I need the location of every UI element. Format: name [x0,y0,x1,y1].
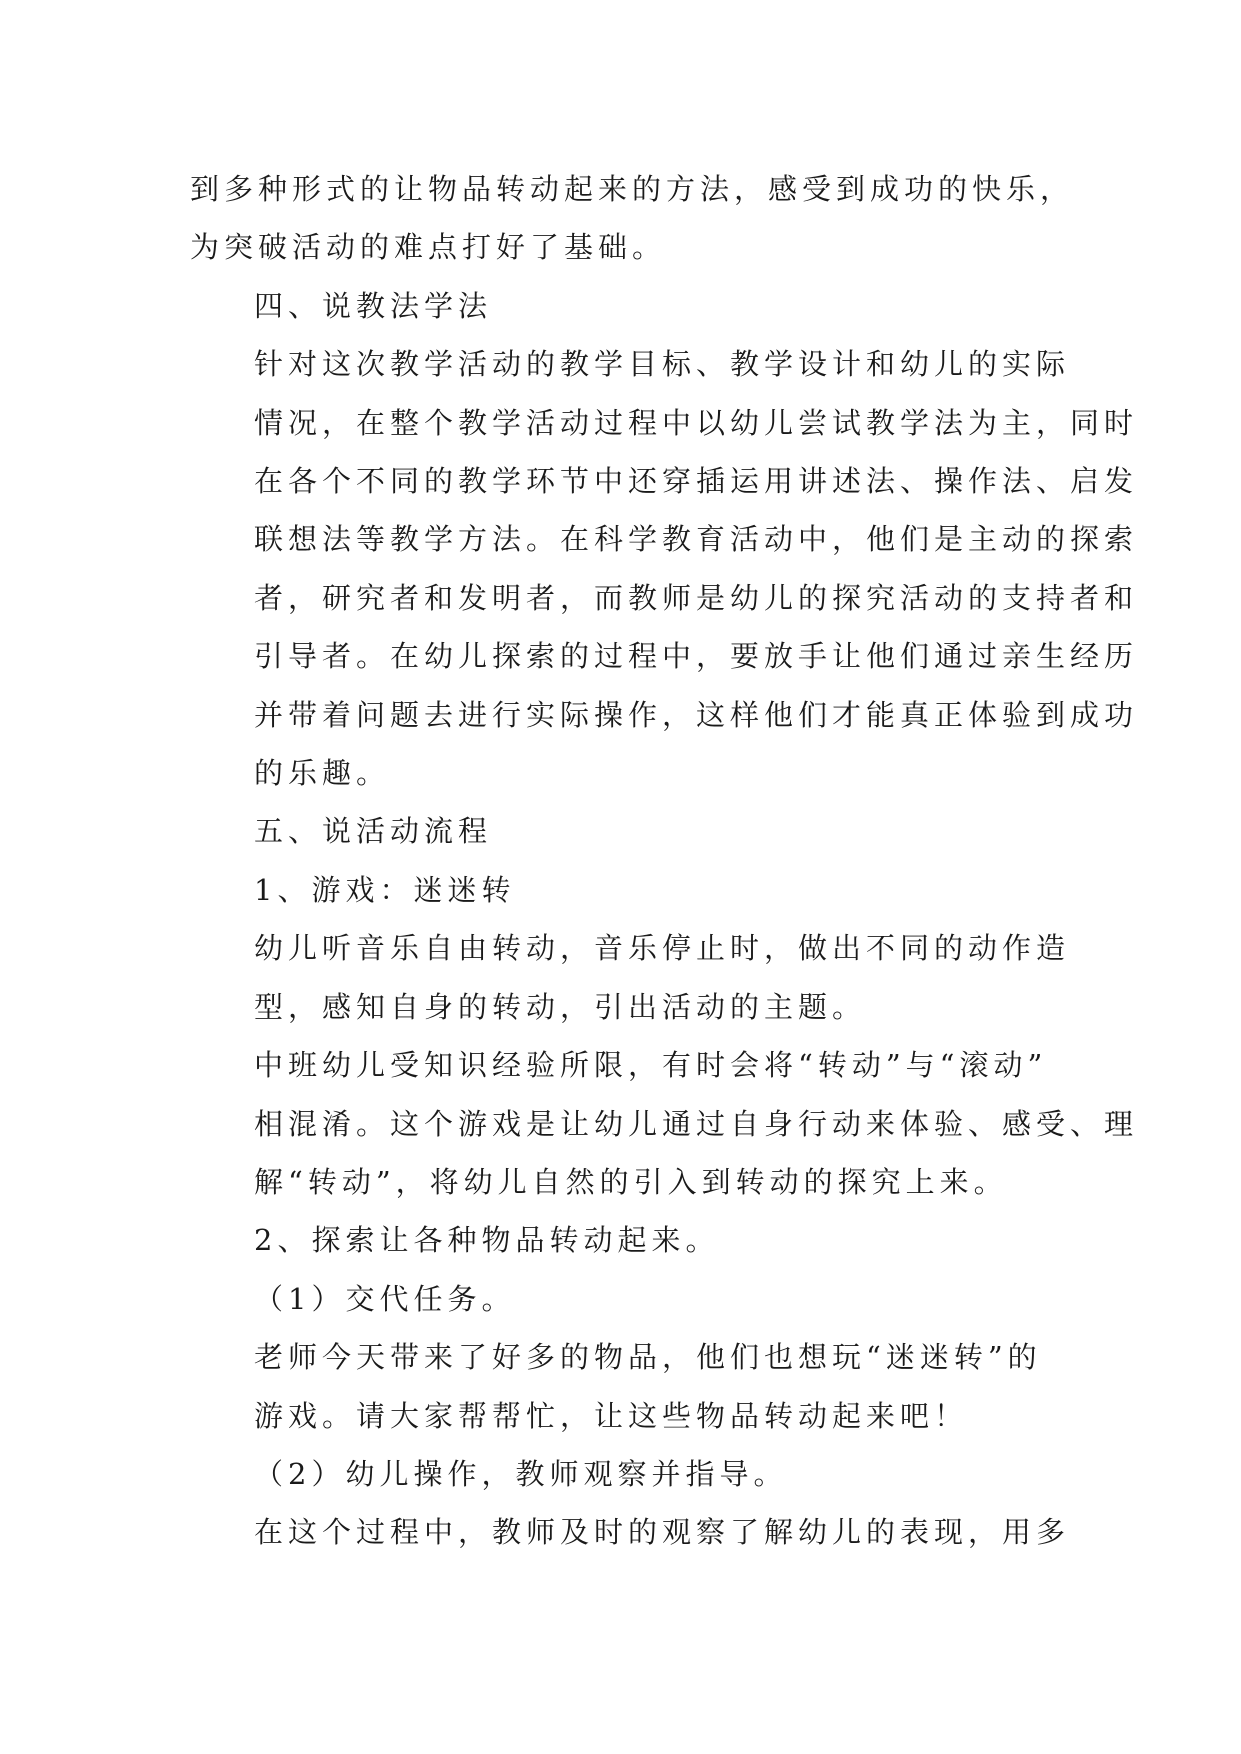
text-line: 联想法等教学方法。在科学教育活动中，他们是主动的探索 [254,522,1139,557]
text-line: 引导者。在幼儿探索的过程中，要放手让他们通过亲生经历 [254,639,1139,674]
text-line: （1）交代任务。 [254,1281,516,1316]
paragraph [190,335,1139,802]
text-line: 者，研究者和发明者，而教师是幼儿的探究活动的支持者和 [254,580,1139,615]
paragraph [190,277,1050,335]
text-line: 为突破活动的难点打好了基础。 [190,230,667,265]
text-line: 的乐趣。 [254,756,391,791]
paragraph [190,160,1075,277]
text-line: 情况，在整个教学活动过程中以幼儿尝试教学法为主，同时 [254,405,1139,440]
paragraph [190,1445,1050,1503]
paragraph [190,1328,1050,1445]
paragraph [190,919,1071,1036]
paragraph [190,861,1050,919]
text-line: 游戏。请大家帮帮忙，让这些物品转动起来吧！ [254,1398,969,1433]
paragraph [190,1503,1071,1561]
paragraph [190,1270,1050,1328]
paragraph [190,1211,1050,1269]
text-line: 中班幼儿受知识经验所限，有时会将“转动”与“滚动” [254,1048,1048,1083]
text-line: 2、探索让各种物品转动起来。 [254,1223,720,1258]
text-line: 老师今天带来了好多的物品，他们也想玩“迷迷转”的 [254,1340,1042,1375]
text-line: （2）幼儿操作，教师观察并指导。 [254,1456,788,1491]
text-line: 在这个过程中，教师及时的观察了解幼儿的表现，用多 [254,1515,1071,1550]
text-line: 四、说教法学法 [254,288,493,323]
text-line: 在各个不同的教学环节中还穿插运用讲述法、操作法、启发 [254,464,1139,499]
paragraph [190,802,1050,860]
paragraph [190,1036,1139,1211]
text-line: 五、说活动流程 [254,814,493,849]
text-line: 并带着问题去进行实际操作，这样他们才能真正体验到成功 [254,697,1139,732]
text-line: 型，感知自身的转动，引出活动的主题。 [254,989,867,1024]
text-line: 到多种形式的让物品转动起来的方法，感受到成功的快乐， [190,172,1075,206]
body-text [190,160,1139,1562]
text-line: 针对这次教学活动的教学目标、教学设计和幼儿的实际 [254,347,1071,382]
text-line: 幼儿听音乐自由转动，音乐停止时，做出不同的动作造 [254,931,1071,966]
text-line: 相混淆。这个游戏是让幼儿通过自身行动来体验、感受、理 [254,1106,1139,1141]
text-line: 解“转动”，将幼儿自然的引入到转动的探究上来。 [254,1164,1008,1199]
text-line: 1、游戏：迷迷转 [254,872,516,907]
